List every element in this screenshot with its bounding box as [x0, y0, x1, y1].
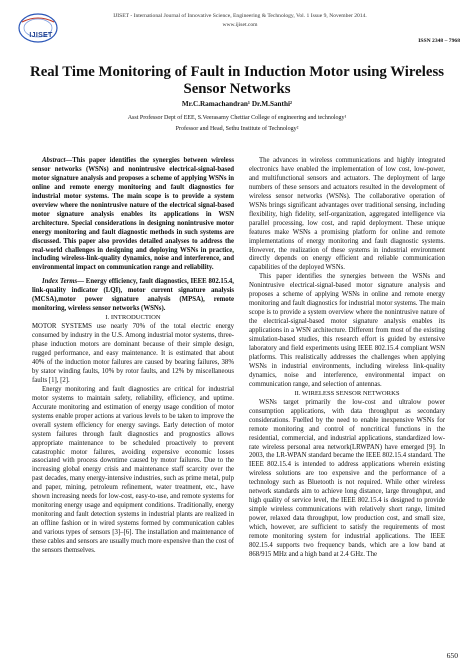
affiliation-1: Asst Professor Dept of EEE, S.Veerasamy Chettiar College of engineering and technology¹ [127, 115, 347, 121]
section-heading-wsn: II. WIRELESS SENSOR NETWORKS [294, 389, 400, 397]
intro-paragraph-3: The advances in wireless communications and highly integrated electronics have enabled the implementation of low cost, low-power, and multifunctional sensors and actuators. The deployment of large numbers of these sensors and actuators resulted in the development of wireless sensor networks (WSNs). The collaborative operation of WSNs brings significant advantages over traditional sensing, including flexibility, high fidelity, self-organization, aggregated intelligence via parallel processing, low cost, and rapid deployment. These unique features make WSNs a promising platform for online and remote implementations of energy monitoring and fault diagnostic systems. However, the realization of these systems in industrial environment directly depends on energy efficient and reliable communication capabilities of the deployed WSNs. [249, 157, 445, 272]
page-header [0, 0, 474, 50]
logo-emblem-icon [18, 12, 58, 44]
abstract-text: —This paper identifies the synergies between wireless sensor networks (WSNs) and nonintrusive electrical-signal-based motor signature analysis and proposes a scheme of applying WSNs in online and remote energy monitoring and fault diagnostics for industrial motor systems. The main scope is to provide a system overview where the nonintrusive nature of the electrical signal-based motor signature analysis enables its applications in WSN architecture. Special considerations in designing nonintrusive motor energy monitoring and fault diagnostic methods in such systems are discussed. This paper also provides detailed analyses to address the real-world challenges in designing and deploying WSNs in practice, including wireless-link-quality dynamics, noise and interference, and environmental impact on communication range and reliability. [32, 157, 234, 272]
index-terms-label: Index Terms [42, 278, 78, 286]
left-column [32, 157, 234, 556]
paper-title: Real Time Monitoring of Fault in Induction Motor using Wireless Sensor Networks [30, 64, 444, 97]
journal-logo [18, 12, 58, 44]
index-terms [32, 278, 234, 314]
affiliation-2: Professor and Head, Sethu Institute of Technology² [175, 126, 299, 132]
logo-text: IJISET [29, 32, 53, 39]
journal-website-link[interactable]: www.ijiset.com [222, 22, 258, 28]
abstract-label: Abstract [42, 157, 66, 164]
abstract [32, 157, 234, 273]
issn-number: ISSN 2348 – 7968 [418, 38, 460, 44]
journal-info: IJISET - International Journal of Innovative Science, Engineering & Technology, Vol. 1 Issue 9, November 2014. [113, 13, 367, 19]
wsn-paragraph-1: WSNs target primarily the low-cost and ultralow power consumption applications, with data throughput as secondary considerations. Fuelled by the need to enable inexpensive WSNs for remote monitoring and control of noncritical functions in the residential, commercial, and industrial applications, standardized low-rate wireless personal area network(LRWPAN) have emerged [9]. In 2003, the LR-WPAN standard became the IEEE 802.15.4 standard. The IEEE 802.15.4 is intended to address applications wherein existing wireless solutions are too expensive and the performance of a technology such as Bluetooth is not required. While other wireless network standards aim to achieve long distance, large throughput, and high quality of service level, the IEEE 802.15.4 is designed to provide simple wireless communications with relatively short range, limited power, relaxed data throughput, low production cost, and small size, which, however, are sufficient to satisfy the requirements of most remote monitoring system for industrial applications. The IEEE 802.15.4 supports two frequency bands, which are a low band at 868/915 MHz and a high band at 2.4 GHz. The [249, 398, 445, 558]
paper-authors: Mr.C.Ramachandran¹ Dr.M.Santhi² [181, 100, 293, 108]
right-column [249, 157, 445, 560]
intro-paragraph-2: Energy monitoring and fault diagnostics are critical for industrial motor systems to maintain safety, reliability, efficiency, and uptime. Accurate monitoring and estimation of energy usage condition of motor systems enable proper actions at various levels to be taken to improve the overall system efficiency for energy savings. Early detection of motor system failures through fault diagnostics and prognostics allows appropriate maintenance to be scheduled proactively to prevent catastrophic motor failures, avoiding expensive economic losses associated with process downtime caused by motor failures. Due to the increasing global energy crisis and maintenance staff scarcity over the past decades, many energy-intensive industries, such as prime metal, pulp and paper, mining, petroleum refinement, water treatment, etc., have shown increasing needs for low-cost, easy-to-use, and remote systems for monitoring energy usage and equipment conditions. Traditionally, energy monitoring and fault detection systems in industrial plants are realized in an offline fashion or in wired systems formed by communication cables and various types of sensors [3]–[6]. The installation and maintenance of these cables and sensors are usually much more expensive than the cost of the sensors themselves. [32, 385, 234, 554]
section-heading-introduction: I. INTRODUCTION [105, 314, 161, 322]
index-terms-text: — Energy efficiency, fault diagnostics, IEEE 802.15.4, link-quality indicator (LQI), motor current signature analysis (MCSA),motor power signature analysis (MPSA), remote monitoring, wireless sensor networks (WSNs). [32, 278, 235, 313]
page-number: 650 [446, 651, 458, 660]
intro-paragraph-4: This paper identifies the synergies between the WSNs and Nonintrusive electrical-signal-based motor signature analysis and proposes a scheme of applying WSNs in online and remote energy monitoring and fault diagnostics for industrial motor systems. The main scope is to provide a system overview where the nonintrusive nature of the electrical-signal-based motor signature analysis enables its applications in a WSN architecture. Different from most of the existing simulation-based studies, this research effort is guided by extensive laboratory and field experiments using IEEE 802.15.4 compliant WSN platforms. This realistically addresses the challenges when applying WSNs in industrial environments, including wireless link-quality dynamics, noise and interference, environmental impact on communication range, and selection of antennas. [249, 273, 445, 388]
intro-paragraph-1: MOTOR SYSTEMS use nearly 70% of the total electric energy consumed by industry in the U.S. Among industrial motor systems, three-phase induction motors are dominant because of their simple design, rugged performance, and easy maintenance. It is estimated that about 40% of the induction motor failures are caused by bearing failures, 38% by stator winding faults, 10% by rotor faults, and 12% by miscellaneous faults [1], [2]. [32, 323, 234, 384]
